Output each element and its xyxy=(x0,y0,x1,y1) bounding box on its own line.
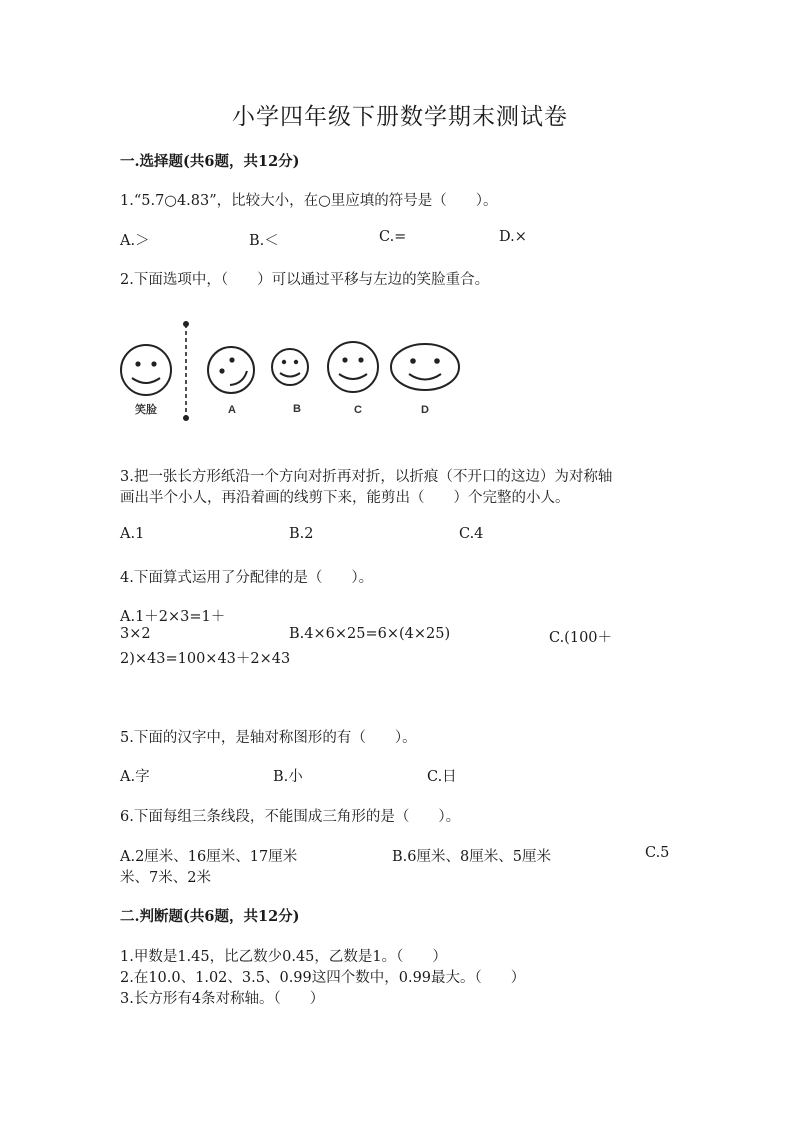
smiley-faces-figure xyxy=(110,314,470,428)
question-5: 5.下面的汉字中，是轴对称图形的有（ ）。 xyxy=(120,730,417,746)
question-3-line-2: 画出半个小人，再沿着画的线剪下来，能剪出（ ）个完整的小人。 xyxy=(120,490,570,506)
true-false-item-2: 2.在10.0、1.02、3.5、0.99这四个数中，0.99最大。（ ） xyxy=(120,970,526,986)
dashed-line-icon xyxy=(183,321,189,421)
label-b: B xyxy=(293,403,301,415)
q3-option-a: A.1 xyxy=(120,526,145,542)
question-3-line-1: 3.把一张长方形纸沿一个方向对折再对折，以折痕（不开口的这边）为对称轴 xyxy=(120,469,613,485)
q3-option-c: C.4 xyxy=(459,526,484,542)
q6-option-a: A.2厘米、16厘米、17厘米 xyxy=(120,849,298,865)
q1-option-d: D.× xyxy=(499,229,527,245)
q1-option-a: A.＞ xyxy=(120,233,150,249)
label-d: D xyxy=(421,404,429,416)
q1-option-c: C.= xyxy=(379,229,407,245)
q4-option-b: B.4×6×25=6×(4×25) xyxy=(289,626,451,642)
option-c-smiley-icon xyxy=(328,342,378,392)
q4-option-c-line-2: 2)×43=100×43＋2×43 xyxy=(120,651,291,667)
option-b-smiley-icon xyxy=(272,349,308,385)
q5-option-a: A.字 xyxy=(120,769,150,785)
reference-label: 笑脸 xyxy=(135,404,157,416)
true-false-item-3: 3.长方形有4条对称轴。（ ） xyxy=(120,991,325,1007)
page-title: 小学四年级下册数学期末测试卷 xyxy=(232,104,568,130)
q6-option-b: B.6厘米、8厘米、5厘米 xyxy=(392,849,551,865)
section-2-heading: 二.判断题(共6题，共12分) xyxy=(120,908,300,925)
q6-option-c-line-2: 米、7米、2米 xyxy=(120,870,211,886)
q5-option-c: C.日 xyxy=(427,769,457,785)
true-false-item-1: 1.甲数是1.45，比乙数少0.45，乙数是1。（ ） xyxy=(120,949,447,965)
section-1-heading: 一.选择题(共6题，共12分) xyxy=(120,153,300,170)
q4-option-c-line-1: C.(100＋ xyxy=(549,630,613,646)
q5-option-b: B.小 xyxy=(273,769,303,785)
q1-option-b: B.＜ xyxy=(249,233,279,249)
q4-option-a-line-2: 3×2 xyxy=(120,626,151,642)
option-d-smiley-icon xyxy=(391,344,459,390)
option-a-smiley-icon xyxy=(208,347,254,393)
q3-option-b: B.2 xyxy=(289,526,314,542)
label-a: A xyxy=(228,404,236,416)
label-c: C xyxy=(354,404,362,416)
question-2: 2.下面选项中，（ ）可以通过平移与左边的笑脸重合。 xyxy=(120,272,490,288)
q4-option-a-line-1: A.1＋2×3=1＋ xyxy=(120,609,226,625)
question-1: 1.“5.7○4.83”，比较大小，在○里应填的符号是（ ）。 xyxy=(120,193,498,209)
q6-option-c-line-1: C.5 xyxy=(645,845,670,861)
question-4: 4.下面算式运用了分配律的是（ ）。 xyxy=(120,570,374,586)
question-6: 6.下面每组三条线段，不能围成三角形的是（ ）。 xyxy=(120,809,461,825)
reference-smiley-icon xyxy=(121,345,171,395)
